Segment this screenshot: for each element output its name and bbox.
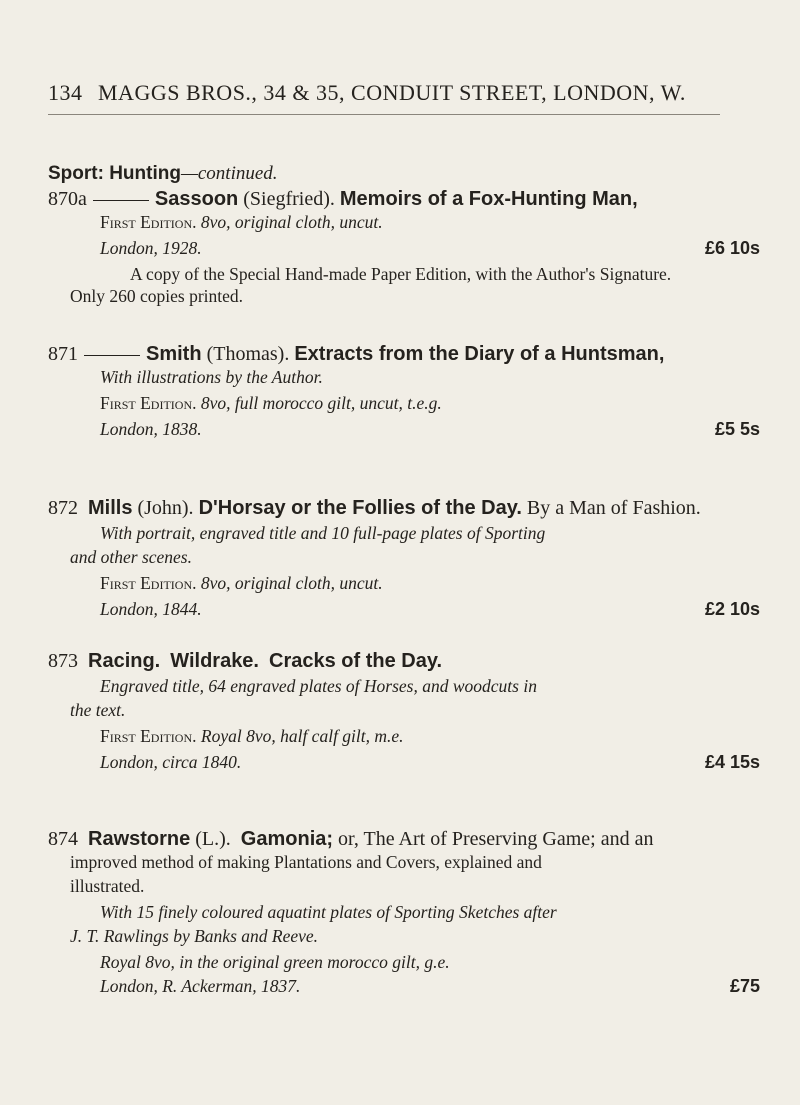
entry-author: Smith [146, 343, 202, 365]
entry-description: With 15 finely coloured aquatint plates of Sporting Sketches after [100, 902, 557, 922]
page-header [48, 80, 728, 106]
entry-imprint: London, 1844. [100, 599, 202, 619]
entry-description: With portrait, engraved title and 10 full-page plates of Sporting [100, 523, 546, 543]
entry-title: Memoirs of a Fox-Hunting Man, [339, 188, 638, 210]
entry-title: Cracks of the Day. [269, 650, 443, 672]
entry-line [48, 343, 664, 366]
entry-edition: First Edition. [100, 393, 197, 413]
entry-author: Racing. [88, 650, 161, 672]
entry-line [48, 650, 442, 673]
entry-price: £6 10s [704, 238, 760, 258]
entry-title-rest: illustrated. [70, 876, 145, 896]
entry-subject: Wildrake. [170, 650, 259, 672]
entry-number: 873 [48, 650, 78, 672]
entry-price: £5 5s [714, 419, 760, 439]
entry-title-rest: or, The Art of Preserving Game; and an [338, 828, 654, 850]
entry-number: 871 [48, 343, 78, 365]
entry-format: 8vo, full morocco gilt, uncut, t.e.g. [200, 393, 442, 413]
entry-title-rest: improved method of making Plantations and Covers, explained and [70, 852, 542, 872]
entry-author: Rawstorne [88, 828, 191, 850]
entry-title: Gamonia; [240, 828, 334, 850]
section-title: Sport: Hunting [48, 163, 181, 184]
entry-description: Engraved title, 64 engraved plates of Horses, and woodcuts in [100, 676, 537, 696]
entry-description: the text. [70, 700, 126, 720]
entry-description: J. T. Rawlings by Banks and Reeve. [70, 926, 319, 946]
entry-line [48, 188, 638, 211]
page-number: 134 [48, 80, 83, 105]
entry-imprint: London, 1928. [100, 238, 202, 258]
entry-author: Mills [88, 497, 133, 519]
entry-price: £2 10s [704, 599, 760, 619]
entry-line [100, 573, 383, 594]
entry-number: 872 [48, 497, 78, 519]
entry-price: £75 [729, 976, 760, 996]
entry-author-note: (L.). [195, 828, 231, 850]
entry-line [48, 497, 701, 520]
entry-author-note: (Thomas). [206, 343, 290, 365]
entry-author-note: (John). [137, 497, 194, 519]
entry-title: D'Horsay or the Follies of the Day. [198, 497, 522, 519]
entry-number: 870a [48, 188, 87, 210]
entry-format: 8vo, original cloth, uncut. [200, 573, 383, 593]
entry-format: Royal 8vo, half calf gilt, m.e. [200, 726, 404, 746]
entry-title: Extracts from the Diary of a Huntsman, [294, 343, 665, 365]
publisher-line: MAGGS BROS., 34 & 35, CONDUIT STREET, LONDON, W. [98, 80, 686, 105]
entry-edition: First Edition. [100, 212, 197, 232]
ditto-dash [93, 200, 149, 201]
entry-imprint: London, R. Ackerman, 1837. [100, 976, 301, 996]
header-rule [48, 114, 720, 115]
section-heading [48, 163, 278, 185]
entry-note: Only 260 copies printed. [70, 286, 244, 306]
entry-format: Royal 8vo, in the original green morocco gilt, g.e. [100, 952, 450, 972]
entry-format: 8vo, original cloth, uncut. [200, 212, 383, 232]
entry-description: and other scenes. [70, 547, 192, 567]
entry-line [100, 393, 442, 414]
entry-edition: First Edition. [100, 573, 197, 593]
section-continued: —continued. [180, 163, 278, 184]
ditto-dash [84, 355, 140, 356]
entry-imprint: London, circa 1840. [100, 752, 242, 772]
entry-description: With illustrations by the Author. [100, 367, 323, 387]
entry-imprint: London, 1838. [100, 419, 202, 439]
entry-line [100, 212, 383, 233]
entry-price: £4 15s [704, 752, 760, 772]
entry-line [48, 828, 653, 851]
entry-line [100, 726, 404, 747]
entry-author-note: (Siegfried). [243, 188, 335, 210]
entry-number: 874 [48, 828, 78, 850]
entry-edition: First Edition. [100, 726, 197, 746]
entry-note: A copy of the Special Hand-made Paper Edition, with the Author's Signature. [130, 264, 672, 284]
entry-byline: By a Man of Fashion. [526, 497, 701, 519]
entry-author: Sassoon [154, 188, 239, 210]
